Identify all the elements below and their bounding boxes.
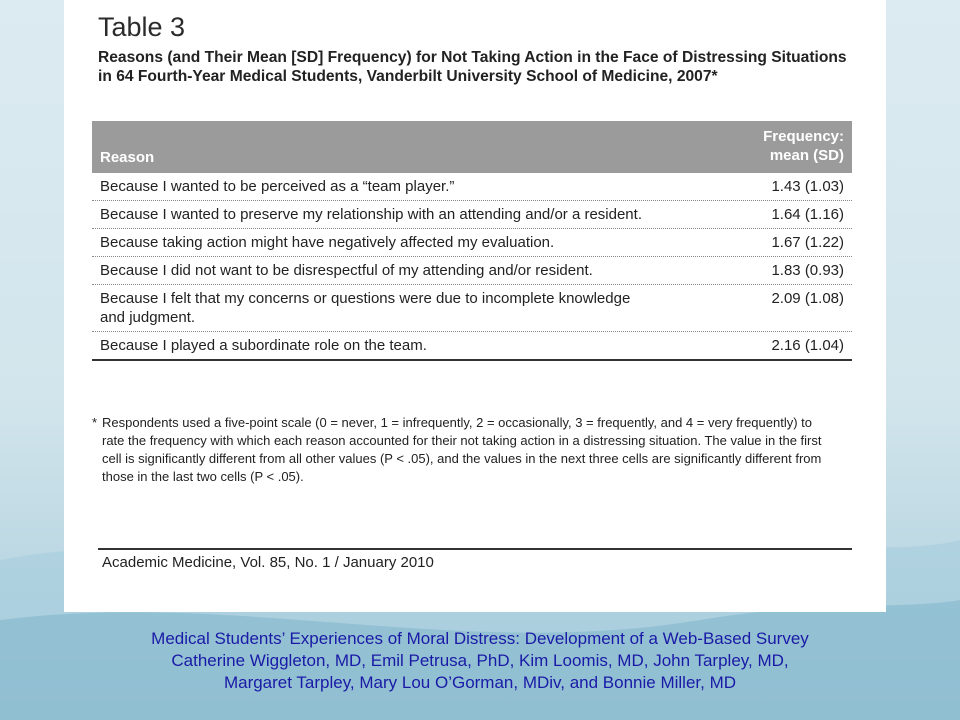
footnote-marker: * (92, 415, 98, 430)
row-reason: Because I did not want to be disrespectful of my attending and/or resident. (100, 262, 593, 279)
table-row (92, 285, 852, 332)
header-frequency-line2: mean (SD) (769, 147, 844, 164)
table-row (92, 201, 852, 229)
row-reason: Because I wanted to be perceived as a “team player.” (100, 178, 455, 195)
slide-credits (0, 628, 960, 694)
document-page (64, 0, 886, 612)
table-row (92, 257, 852, 285)
table-row (92, 173, 852, 201)
header-reason: Reason (100, 149, 155, 166)
row-value: 1.64 (1.16) (771, 206, 844, 223)
row-value: 1.67 (1.22) (771, 234, 844, 251)
row-value: 2.16 (1.04) (771, 337, 844, 354)
row-reason: Because I wanted to preserve my relationship with an attending and/or a resident. (100, 206, 642, 223)
credits-title: Medical Students’ Experiences of Moral Distress: Development of a Web-Based Survey (151, 629, 809, 648)
row-value: 1.43 (1.03) (771, 178, 844, 195)
table-row (92, 229, 852, 257)
row-value: 2.09 (1.08) (771, 290, 844, 307)
table-row (92, 332, 852, 361)
footnote-text: Respondents used a five-point scale (0 = never, 1 = infrequently, 2 = occasionally, 3 = frequently, and 4 = very frequently) to rate the frequency with which each reason accounted for their not taking action in a distressing situation. The value in the first cell is significantly different from all other values (P < .05), and the values in the next three cells are significantly different from those in the last two cells (P < .05). (102, 415, 822, 484)
table-header (92, 121, 852, 173)
header-frequency-line1: Frequency: (763, 128, 844, 145)
table-footnote (92, 414, 832, 486)
credits-authors-line2: Margaret Tarpley, Mary Lou O’Gorman, MDiv, and Bonnie Miller, MD (223, 673, 737, 692)
row-value: 1.83 (0.93) (771, 262, 844, 279)
table-label: Table 3 (98, 12, 186, 42)
table-body (92, 173, 852, 361)
credits-authors-line1: Catherine Wiggleton, MD, Emil Petrusa, PhD, Kim Loomis, MD, John Tarpley, MD, (171, 651, 789, 670)
journal-source: Academic Medicine, Vol. 85, No. 1 / January 2010 (102, 554, 434, 571)
row-reason: Because I felt that my concerns or questions were due to incomplete knowledge and judgment. (100, 290, 631, 326)
row-reason: Because I played a subordinate role on the team. (100, 337, 427, 354)
header-frequency (763, 127, 844, 165)
row-reason: Because taking action might have negatively affected my evaluation. (100, 234, 555, 251)
source-divider (98, 548, 852, 550)
table-caption: Reasons (and Their Mean [SD] Frequency) for Not Taking Action in the Face of Distressing Situations in 64 Fourth-Year Medical Students, Vanderbilt University School of Medicine, 2007* (98, 49, 847, 85)
